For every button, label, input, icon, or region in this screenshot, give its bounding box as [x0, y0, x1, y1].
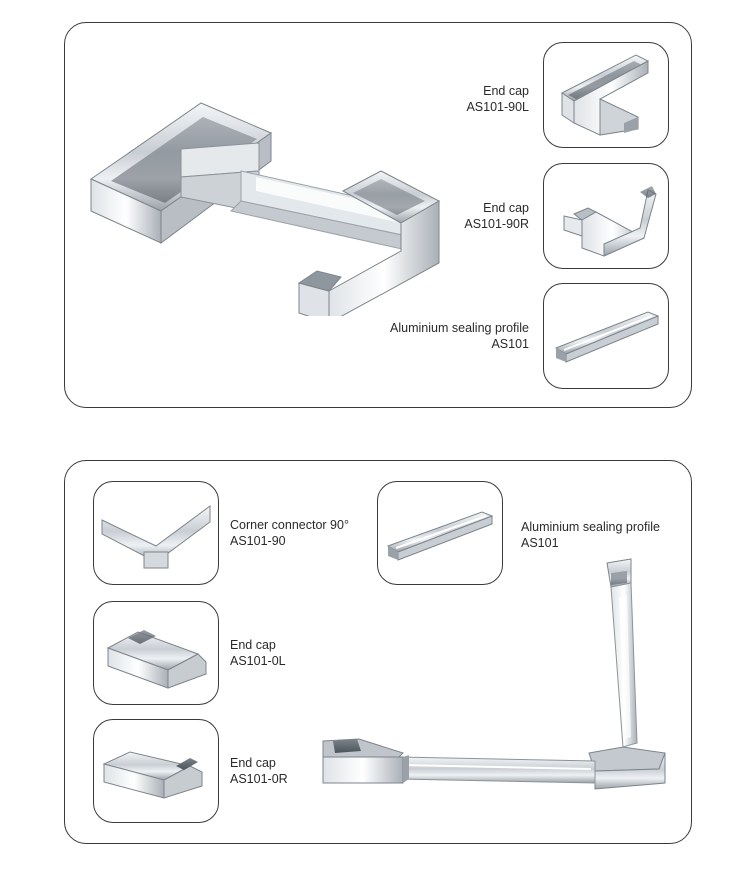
end-cap-90r-thumbnail[interactable] [543, 163, 669, 269]
end-cap-90r-label [405, 200, 529, 232]
end-cap-0l-name: End cap [230, 638, 276, 652]
end-cap-90l-image [544, 43, 668, 147]
sealing-profile-label-top [345, 320, 529, 352]
end-cap-90l-name: End cap [483, 84, 529, 98]
end-cap-90r-image [544, 164, 668, 268]
end-cap-90l-code: AS101-90L [466, 100, 529, 114]
corner-connector-image [94, 482, 218, 584]
bottom-assembly-panel [64, 460, 692, 844]
end-cap-0r-code: AS101-0R [230, 772, 288, 786]
corner-assembly-image [319, 557, 673, 795]
end-cap-0l-image [94, 602, 218, 704]
corner-connector-label [230, 517, 390, 549]
sealing-profile-code-top: AS101 [491, 337, 529, 351]
end-cap-0r-thumbnail[interactable] [93, 719, 219, 823]
sealing-profile-thumbnail[interactable] [543, 283, 669, 389]
end-cap-0l-code: AS101-0L [230, 654, 286, 668]
corner-connector-thumbnail[interactable] [93, 481, 219, 585]
sealing-profile-label-bottom [521, 519, 691, 551]
corner-connector-name: Corner connector 90° [230, 518, 349, 532]
sealing-profile-code-bottom: AS101 [521, 536, 559, 550]
end-cap-0l-thumbnail[interactable] [93, 601, 219, 705]
sealing-profile-image [544, 284, 668, 388]
end-cap-0r-image [94, 720, 218, 822]
sealing-profile-name-bottom: Aluminium sealing profile [521, 520, 660, 534]
end-cap-90l-label [405, 83, 529, 115]
end-cap-assembly-image [81, 101, 441, 316]
end-cap-90r-name: End cap [483, 201, 529, 215]
sealing-profile-name-top: Aluminium sealing profile [390, 321, 529, 335]
end-cap-90l-thumbnail[interactable] [543, 42, 669, 148]
top-assembly-panel [64, 22, 692, 408]
end-cap-90r-code: AS101-90R [464, 217, 529, 231]
corner-connector-code: AS101-90 [230, 534, 286, 548]
end-cap-0r-name: End cap [230, 756, 276, 770]
